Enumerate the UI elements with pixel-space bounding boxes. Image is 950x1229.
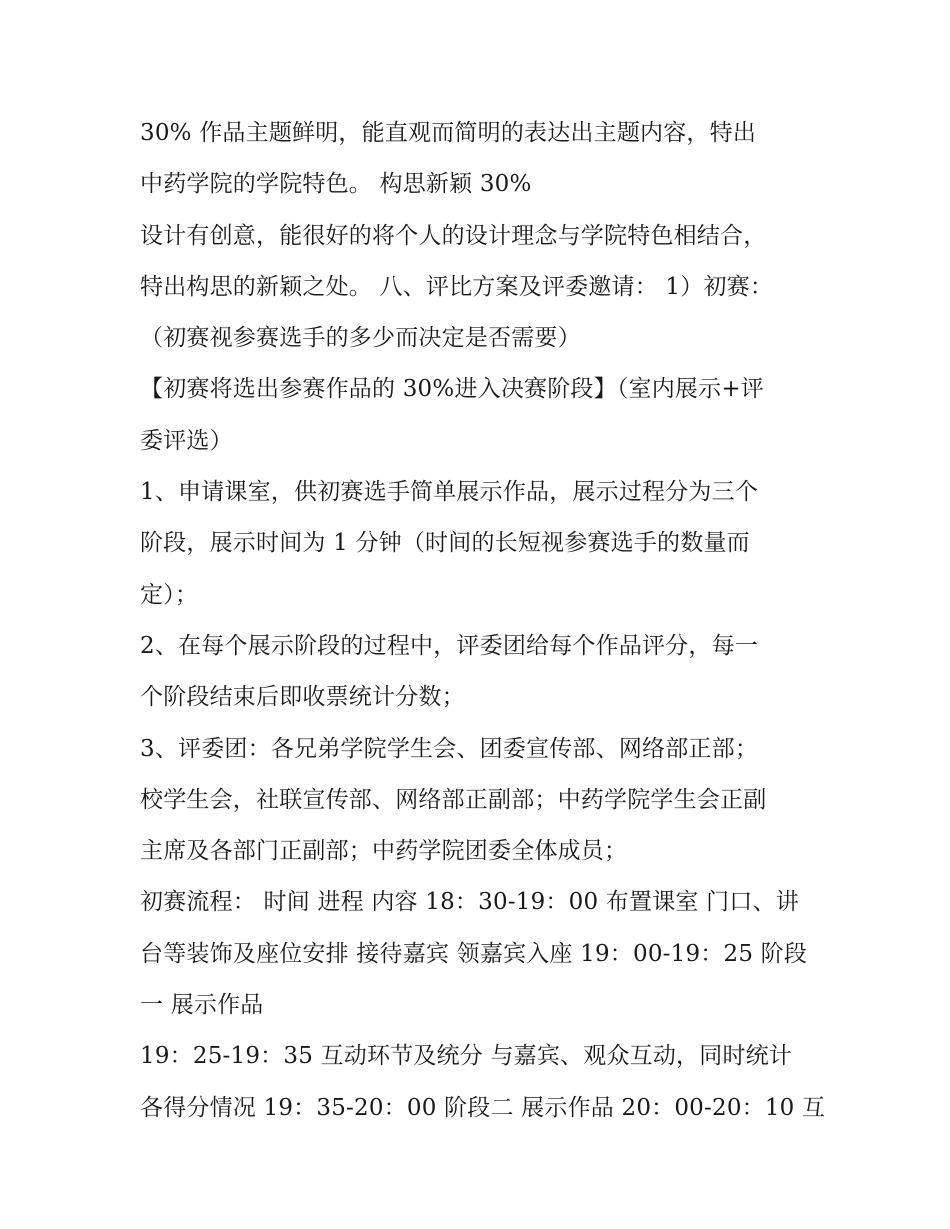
text-line: 一 展示作品 xyxy=(140,992,264,1019)
text-line: 2、在每个展示阶段的过程中，评委团给每个作品评分，每一 xyxy=(140,632,759,659)
text-line: 初赛流程： 时间 进程 内容 18：30-19：00 布置课室 门口、讲 xyxy=(140,889,799,916)
text-line: 特出构思的新颖之处。 八、评比方案及评委邀请： 1）初赛： xyxy=(140,273,774,300)
text-line: 1、申请课室，供初赛选手简单展示作品，展示过程分为三个 xyxy=(140,479,759,506)
text-line: 19：25-19：35 互动环节及统分 与嘉宾、观众互动，同时统计 xyxy=(140,1043,793,1070)
text-line: 30% 作品主题鲜明，能直观而简明的表达出主题内容，特出 xyxy=(140,120,757,146)
text-line: 定）； xyxy=(140,581,199,608)
text-line: 【初赛将选出参赛作品的 30%进入决赛阶段】（室内展示+评 xyxy=(140,376,765,403)
text-line: 各得分情况 19：35-20：00 阶段二 展示作品 20：00-20：10 互 xyxy=(140,1094,826,1121)
text-line: 主席及各部门正副部；中药学院团委全体成员； xyxy=(140,838,628,865)
text-line: 3、评委团：各兄弟学院学生会、团委宣传部、网络部正部； xyxy=(140,735,759,762)
text-line: 委评选） xyxy=(140,427,233,454)
text-line: 个阶段结束后即收票统计分数； xyxy=(140,684,465,711)
document-body xyxy=(140,108,830,1134)
text-line: 中药学院的学院特色。 构思新颖 30% xyxy=(140,171,532,198)
text-line: 校学生会，社联宣传部、网络部正副部；中药学院学生会正副 xyxy=(140,786,767,813)
text-line: 阶段，展示时间为 1 分钟（时间的长短视参赛选手的数量而 xyxy=(140,530,750,557)
text-line: 台等装饰及座位安排 接待嘉宾 领嘉宾入座 19：00-19：25 阶段 xyxy=(140,940,808,967)
text-line: 设计有创意，能很好的将个人的设计理念与学院特色相结合， xyxy=(140,222,767,249)
text-line: （初赛视参赛选手的多少而决定是否需要） xyxy=(140,325,581,352)
